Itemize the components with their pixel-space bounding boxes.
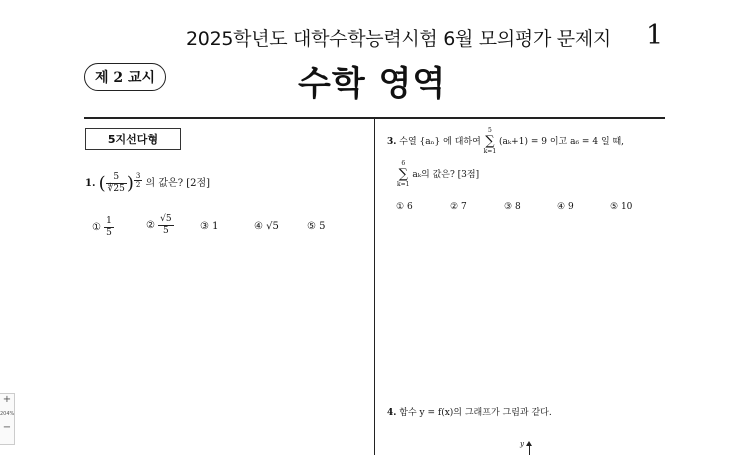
- fraction: $\frac{5}{∜25}$: [107, 172, 125, 194]
- zoom-out-button[interactable]: −: [2, 422, 12, 433]
- choice-4[interactable]: ④ √5: [254, 221, 279, 232]
- zoom-control: [0, 393, 15, 445]
- choice-4[interactable]: ④ 9: [557, 202, 574, 212]
- choice-1[interactable]: ① $\frac{1}{5}$: [92, 216, 112, 238]
- column-divider: [374, 119, 375, 455]
- question-3-line2: 6 ∑ k=1 aₖ의 값은? [3점]: [397, 160, 480, 188]
- arrow-up-icon: [526, 441, 532, 446]
- question-4: 4. 함수 y = f(x)의 그래프가 그림과 같다.: [387, 408, 552, 418]
- summation-2: 6 ∑ k=1: [397, 160, 410, 188]
- question-1: 1. ( $\frac{5}{∜25}$ ) $\frac{3}{2}$ 의 값은? [2점]: [85, 172, 211, 194]
- zoom-level: 204%: [0, 411, 15, 417]
- question-number: 3.: [387, 137, 397, 147]
- choice-2[interactable]: ② 7: [450, 202, 467, 212]
- session-badge: 제 2 교시: [84, 63, 166, 91]
- section-label: 5지선다형: [85, 128, 181, 150]
- exponent: $\frac{3}{2}$: [135, 172, 141, 189]
- choice-2[interactable]: ② $\frac{√5}{5}$: [146, 214, 172, 236]
- question-3: 3. 수열 {aₙ} 에 대하여 5 ∑ k=1 (aₖ+1) = 9 이고 a₆ = 4 일 때,: [387, 127, 625, 155]
- exam-title: 2025학년도 대학수학능력시험 6월 모의평가 문제지: [186, 28, 611, 50]
- question-number: 4.: [387, 408, 397, 418]
- question-suffix: 의 값은? [2점]: [145, 178, 211, 189]
- choice-5[interactable]: ⑤ 5: [307, 221, 326, 232]
- question-number: 1.: [85, 178, 96, 189]
- summation-1: 5 ∑ k=1: [483, 127, 497, 155]
- choice-3[interactable]: ③ 8: [504, 202, 521, 212]
- choice-3[interactable]: ③ 1: [200, 221, 219, 232]
- zoom-in-button[interactable]: +: [2, 394, 12, 405]
- choice-1[interactable]: ① 6: [396, 202, 413, 212]
- choice-5[interactable]: ⑤ 10: [610, 202, 633, 212]
- graph-axis-label: y: [520, 440, 524, 448]
- subject-title: 수학 영역: [298, 64, 447, 104]
- page-number: 1: [646, 20, 664, 51]
